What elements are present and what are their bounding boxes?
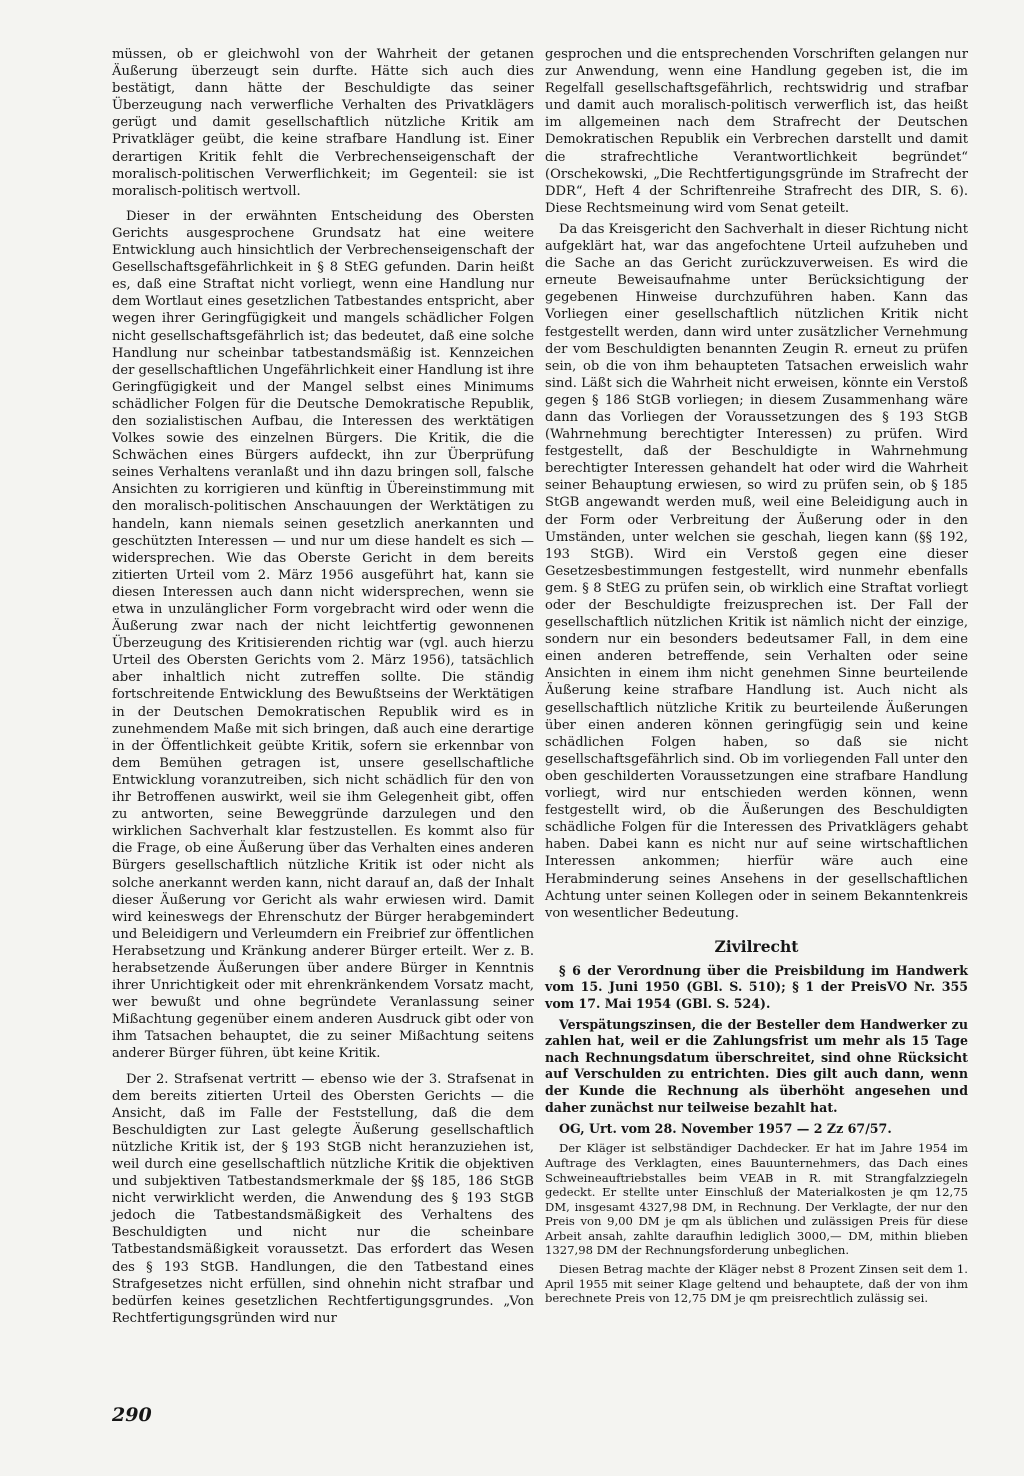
law-reference: § 6 der Verordnung über die Preisbildung im Handwerk vom 15. Juni 1950 (GBl. S. 510); § 1 der PreisVO Nr. 355 vom 17. Mai 1954 (GBl. S. 524). <box>545 962 968 1012</box>
paragraph: gesprochen und die entsprechenden Vorschriften gelangen nur zur Anwendung, wenn eine Handlung gegeben ist, die im Regelfall gesellschaftsgefährlich, rechtswidrig und strafbar und damit auch moralisch-politisch verwerflich ist, das heißt im allgemeinen nach dem Strafrecht der Deutschen Demokratischen Republik ein Verbrechen darstellt und damit die strafrechtliche Verantwortlichkeit begründet“ (Orschekowski, „Die Rechtfertigungsgründe im Strafrecht der DDR“, Heft 4 der Schriftenreihe Strafrecht des DIR, S. 6). Diese Rechtsmeinung wird vom Senat geteilt. <box>545 47 968 216</box>
paragraph: Der 2. Strafsenat vertritt — ebenso wie der 3. Strafsenat in dem bereits zitierten Urteil des Obersten Gerichts — die Ansicht, daß im Falle der Feststellung, daß die dem Beschuldigten zur Last gelegte Äußerung gesellschaftlich nützliche Kritik ist, der § 193 StGB nicht heranzuziehen ist, weil durch eine gesellschaftlich nützliche Kritik die objektiven und subjektiven Tatbestandsmerkmale der §§ 185, 186 StGB nicht verwirklicht werden, die Anwendung des § 193 StGB jedoch die Tatbestandsmäßigkeit des Verhaltens des Beschuldigten und nicht nur die scheinbare Tatbestandsmäßigkeit voraussetzt. Das erfordert das Wesen des § 193 StGB. Handlungen, die den Tatbestand eines Strafgesetzes nicht erfüllen, sind ohnehin nicht strafbar und bedürfen keines gesetzlichen Rechtfertigungsgrundes. „Von Rechtfertigungsgründen wird nur <box>112 1071 534 1326</box>
left-column <box>112 46 534 1331</box>
paragraph: müssen, ob er gleichwohl von der Wahrheit der getanen Äußerung überzeugt sein durfte. Hätte sich auch dies bestätigt, dann hätte der Beschuldigte das seiner Überzeugung nach verwerfliche Verhalten des Privatklägers gerügt und damit gesellschaftlich nützliche Kritik am Privatkläger geübt, die keine strafbare Handlung ist. Einer derartigen Kritik fehlt die Verbrechenseigenschaft der moralisch-politischen Verwerflichkeit; im Gegenteil: sie ist moralisch-politisch wertvoll. <box>112 47 534 199</box>
case-text <box>545 1141 968 1306</box>
headnote: Verspätungszinsen, die der Besteller dem Handwerker zu zahlen hat, weil er die Zahlungsfrist um mehr als 15 Tage nach Rechnungsdatum überschreitet, sind ohne Rücksicht auf Verschulden zu entrichten. Dies gilt auch dann, wenn der Kunde die Rechnung als überhöht angesehen und daher zunächst nur teilweise bezahlt hat. <box>545 1016 968 1115</box>
paragraph: Da das Kreisgericht den Sachverhalt in dieser Richtung nicht aufgeklärt hat, war das angefochtene Urteil aufzuheben und die Sache an das Gericht zurückzuverweisen. Es wird die erneute Beweisaufnahme unter Berücksichtigung der gegebenen Hinweise durchzuführen haben. Kann das Vorliegen einer gesellschaftlich nützlichen Kritik nicht festgestellt werden, dann wird unter zusätzlicher Vernehmung der vom Beschuldigten benannten Zeugin R. erneut zu prüfen sein, ob die von ihm behaupteten Tatsachen erweislich wahr sind. Läßt sich die Wahrheit nicht erweisen, könnte ein Verstoß gegen § 186 StGB vorliegen; in diesem Zusammenhang wäre dann das Vorliegen der Voraussetzungen des § 193 StGB (Wahrnehmung berechtigter Interessen) zu prüfen. Wird festgestellt, daß der Beschuldigte in Wahrnehmung berechtigter Interessen gehandelt hat oder wird die Wahrheit seiner Behauptung erwiesen, so wird zu prüfen sein, ob § 185 StGB angewandt werden muß, weil eine Beleidigung auch in der Form oder Verbreitung der Äußerung oder in den Umständen, unter welchen sie geschah, liegen kann (§§ 192, 193 StGB). Wird ein Verstoß gegen eine dieser Gesetzesbestimmungen festgestellt, wird nunmehr ebenfalls gem. § 8 StEG zu prüfen sein, ob wirklich eine Straftat vorliegt oder der Beschuldigte freizusprechen ist. Der Fall der gesellschaftlich nützlichen Kritik ist nämlich nicht der einzige, sondern nur ein besonders bedeutsamer Fall, in dem eine einen anderen betreffende, sein Verhalten oder seine Ansichten in einem ihm nicht genehmen Sinne beurteilende Äußerung keine strafbare Handlung ist. Auch nicht als gesellschaftlich nützliche Kritik zu beurteilende Äußerungen über einen anderen können geringfügig sein und keine schädlichen Folgen haben, so daß sie nicht gesellschaftsgefährlich sind. Ob im vorliegenden Fall unter den oben geschilderten Voraussetzungen eine strafbare Handlung vorliegt, wird nur entschieden werden können, wenn festgestellt wird, ob die Äußerungen des Beschuldigten schädliche Folgen für die Interessen des Privatklägers gehabt haben. Dabei kann es nicht nur auf seine wirtschaftlichen Interessen ankommen; hierfür wäre auch eine Herabminderung seines Ansehens in der gesellschaftlichen Achtung unter seinen Kollegen oder in seinem Bekanntenkreis von wesentlicher Bedeutung. <box>545 221 968 921</box>
section-title: Zivilrecht <box>714 936 799 956</box>
right-column <box>545 46 968 1310</box>
page-number: 290 <box>112 1404 152 1426</box>
paragraph: Dieser in der erwähnten Entscheidung des Obersten Gerichts ausgesprochene Grundsatz hat eine weitere Entwicklung auch hinsichtlich der Verbrechenseigenschaft der Gesellschaftsgefährlichkeit in § 8 StEG gefunden. Darin heißt es, daß eine Straftat nicht vorliegt, wenn eine Handlung nur dem Wortlaut eines gesetzlichen Tatbestandes entspricht, aber wegen ihrer Geringfügigkeit und mangels schädlicher Folgen nicht gesellschaftsgefährlich ist; das bedeutet, daß eine solche Handlung nur scheinbar tatbestandsmäßig ist. Kennzeichen der gesellschaftlichen Ungefährlichkeit einer Handlung ist ihre Geringfügigkeit und der Mangel selbst eines Minimums schädlicher Folgen für die Deutsche Demokratische Republik, den sozialistischen Aufbau, die Interessen des werktätigen Volkes sowie des einzelnen Bürgers. Die Kritik, die die Schwächen eines Bürgers aufdeckt, ihn zur Überprüfung seines Verhaltens veranlaßt und ihn dazu bringen soll, falsche Ansichten zu korrigieren und künftig in Übereinstimmung mit den moralisch-politischen Anschauungen der Werktätigen zu handeln, kann niemals seinen gesetzlich anerkannten und geschützten Interessen — und nur um diese handelt es sich — widersprechen. Wie das Oberste Gericht in dem bereits zitierten Urteil vom 2. März 1956 ausgeführt hat, kann sie diesen Interessen auch dann nicht widersprechen, wenn sie etwa in unzulänglicher Form vorgebracht wird oder wenn die Äußerung zwar nach der nicht leichtfertig gewonnenen Überzeugung des Kritisierenden richtig war (vgl. auch hierzu Urteil des Obersten Gerichts vom 2. März 1956), tatsächlich aber inhaltlich nicht zutreffen sollte. Die ständig fortschreitende Entwicklung des Bewußtseins der Werktätigen in der Deutschen Demokratischen Republik wird es in zunehmendem Maße mit sich bringen, daß auch eine derartige in der Öffentlichkeit geübte Kritik, sofern sie erkennbar von dem Bemühen getragen ist, unsere gesellschaftliche Entwicklung voranzutreiben, sich nicht schädlich für den von ihr Betroffenen auswirkt, weil sie ihm Gelegenheit gibt, offen zu antworten, seine Beweggründe darzulegen und den wirklichen Sachverhalt klar festzustellen. Es kommt also für die Frage, ob eine Äußerung über das Verhalten eines anderen Bürgers gesellschaftlich nützliche Kritik ist oder nicht als solche anerkannt werden kann, nicht darauf an, daß der Inhalt dieser Äußerung vor Gericht als wahr erwiesen wird. Damit wird keineswegs der Ehrenschutz der Bürger herabgemindert und Beleidigern und Verleumdern ein Freibrief zur öffentlichen Herabsetzung und Kränkung anderer Bürger erteilt. Wer z. B. herabsetzende Äußerungen über andere Bürger in Kenntnis ihrer Unrichtigkeit oder mit ehrenkränkendem Vorsatz macht, wer bewußt und ohne begründete Veranlassung seiner Mißachtung gegenüber einem anderen Ausdruck gibt oder von ihm Tatsachen behauptet, die zu seiner Mißachtung seitens anderer Bürger führen, übt keine Kritik. <box>112 208 535 1062</box>
paragraph: Diesen Betrag machte der Kläger nebst 8 Prozent Zinsen seit dem 1. April 1955 mit seiner Klage geltend und behauptete, daß der von ihm berechnete Preis von 12,75 DM je qm preisrechtlich zulässig sei. <box>545 1262 968 1306</box>
citation: OG, Urt. vom 28. November 1957 — 2 Zz 67/57. <box>559 1121 892 1137</box>
paragraph: Der Kläger ist selbständiger Dachdecker. Er hat im Jahre 1954 im Auftrage des Verklagten, eines Bauunternehmers, das Dach eines Schweineauftriebstalles beim VEAB in R. mit Strangfalzziegeln gedeckt. Er stellte unter Einschluß der Materialkosten je qm 12,75 DM, insgesamt 4327,98 DM, in Rechnung. Der Verklagte, der nur den Preis von 9,00 DM je qm als üblichen und zulässigen Preis für diese Arbeit ansah, zahlte daraufhin lediglich 3000,— DM, mithin blieben 1327,98 DM der Rechnungsforderung unbeglichen. <box>545 1141 968 1258</box>
